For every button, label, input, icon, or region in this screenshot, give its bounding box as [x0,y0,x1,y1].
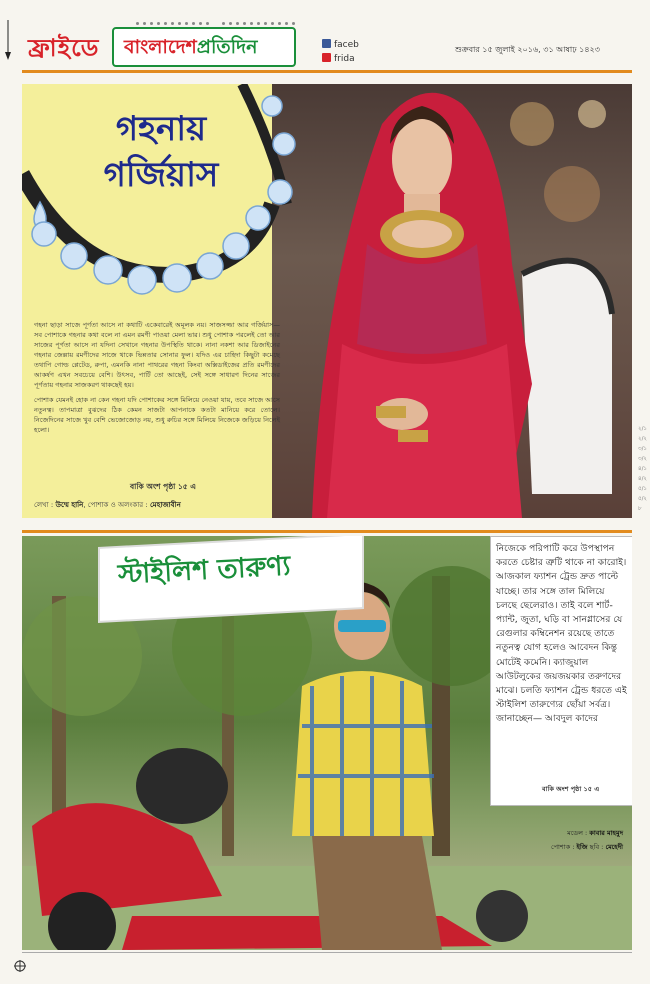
tick-label: ২/২ [638,436,648,442]
stylish-feature [22,536,632,950]
credit-name: কাবার মাহমুদ [589,829,623,837]
tick-label: ২/১ [638,426,647,432]
tick-label: ৫/২ [638,496,647,502]
email-icon [322,53,331,62]
section-name: ফ্রাইডে [28,33,100,62]
facebook-text: faceb [334,40,359,50]
continued-note: বাকি অংশ পৃষ্ঠা ১৫ এ [542,785,600,793]
tick-label: ৪/২ [638,476,647,482]
tick-label: ৩/২ [638,456,648,462]
stylish-headline: স্টাইলিশ তারুণ্য [117,550,292,591]
newspaper-logo [124,33,257,65]
tick-label: ৫/১ [638,486,647,492]
jewelry-feature [22,84,632,518]
credit-label: ছবি : [589,843,604,851]
bottom-divider [22,952,632,953]
tick-label: ৮ [638,506,642,512]
site-text: frida [334,54,355,64]
credit-label: পোশাক ও অলংকার : [87,501,148,509]
credit-name: উম্মে হানি [55,501,84,509]
social-links [322,38,359,66]
bride-photo [272,84,632,518]
issue-date: শুক্রবার ১৫ জুলাই ২০১৬, ৩১ আষাঢ় ১৪২৩ [455,45,600,54]
credit-name: মেহাজাবীন [149,501,181,509]
margin-arrow-icon [4,20,12,60]
jewelry-credits: লেখা : উম্মে হানি, পোশাক ও অলংকার : মেহাজাবীন [34,501,181,509]
credit-label: লেখা : [34,501,54,509]
bride-illustration [272,84,632,518]
tick-label: ৩/১ [638,446,647,452]
credit-name: ইজি [576,843,588,851]
stylish-article-body: নিজেকে পরিপাটি করে উপস্থাপন করতে চেষ্টার ত্রুটি থাকে না কারোই। আজকাল ফ্যাশন ট্রেন্ড দ্রুত পাল্টে যাচ্ছে। তার সঙ্গে তাল মিলিয়ে চলছে ছেলেরাও। তাই বলে শার্ট-প্যান্ট, জুতা, ঘড়ি বা সানগ্লাসের যে রেগুলার কম্বিনেশন রয়েছে তাতে নতুনত্ব যোগ হলেও আবেদন কিন্তু মোটেই কমেনি। ক্যাজুয়াল আউটলুকের জয়জয়কার তরুণদের মাঝে। চলতি ফ্যাশন ট্রেন্ড ধরতে এই স্টাইলিশ তারুণ্যের ছোঁয়া সর্বত্র। জানাচ্ছেন— আবদুল কাদের [496,543,627,725]
stylish-credits [508,826,623,854]
registration-mark-icon [14,960,26,972]
facebook-icon [322,39,331,48]
logo-part-1: বাংলাদেশ [124,36,197,58]
article-paragraph: গহনা ছাড়া সাজে পূর্ণতা আসে না কথাটি একেবারেই অমূলক নয়। সাজসজ্জা আর গর্জিয়াস— সব পোশাকে গহনার কথা বলে না এমন রমণী পাওয়া মেলা ভার। শুধু পোশাক পরলেই তো আর সাজের পূর্ণতা আসে না যদিনা সেখানে গহনার উপস্থিতি থাকে। নানা নকশা আর ডিজাইনের গহনার জেল্লায় রমণীদের সাজে থাকে ভিন্নতার সোনার ফুল। যদিও এর চাহিদা কিছুটা কমেছে তথাপি গোল্ড প্লেটেড, রুপা, এমনকি নানা পাথরের গহনা কিংবা অক্সিডাইজের প্রতি রমণীদের আকর্ষণ এখন সবচেয়ে বেশি। উৎসব, পার্টি তো আছেই, সেই সঙ্গে সাধারণ দিনের সাজের পূর্ণতায় গহনার সাজকরণ থাকছেই হয়। [34,321,280,389]
jewelry-headline [86,106,236,198]
page-marker-ticks [638,424,647,514]
continued-note: বাকি অংশ পৃষ্ঠা ১৫ এ [130,482,196,491]
masthead [0,0,650,80]
logo-part-2: প্রতিদিন [196,36,258,58]
article-paragraph: পোশাক যেমনই হোক না কেন গহনা যদি পোশাকের সঙ্গে মিলিয়ে নেওয়া যায়, তবে সাজে আসে নতুনত্ব। তাপমাত্রা বুঝদের ঠিক কেমন সাজটা আপনাকে কতটা মানিয়ে করে তোলে। নিজেদিনের সাজে খুব বেশি ভেজোজোড় নয়, শুধু রুচির সঙ্গে মিলিয়ে নিজেকে জড়িয়ে নিলেই হলো। [34,396,280,434]
jewelry-article-body [34,320,280,440]
section-divider [22,530,632,533]
credit-name: মেহেদী [605,843,623,851]
headline-line-2: গর্জিয়াস [103,155,219,195]
tick-label: ৪/১ [638,466,647,472]
headline-line-1: গহনায় [115,109,207,149]
credit-label: পোশাক : [550,843,575,851]
credit-label: মডেল : [567,829,588,837]
top-divider [22,70,632,73]
